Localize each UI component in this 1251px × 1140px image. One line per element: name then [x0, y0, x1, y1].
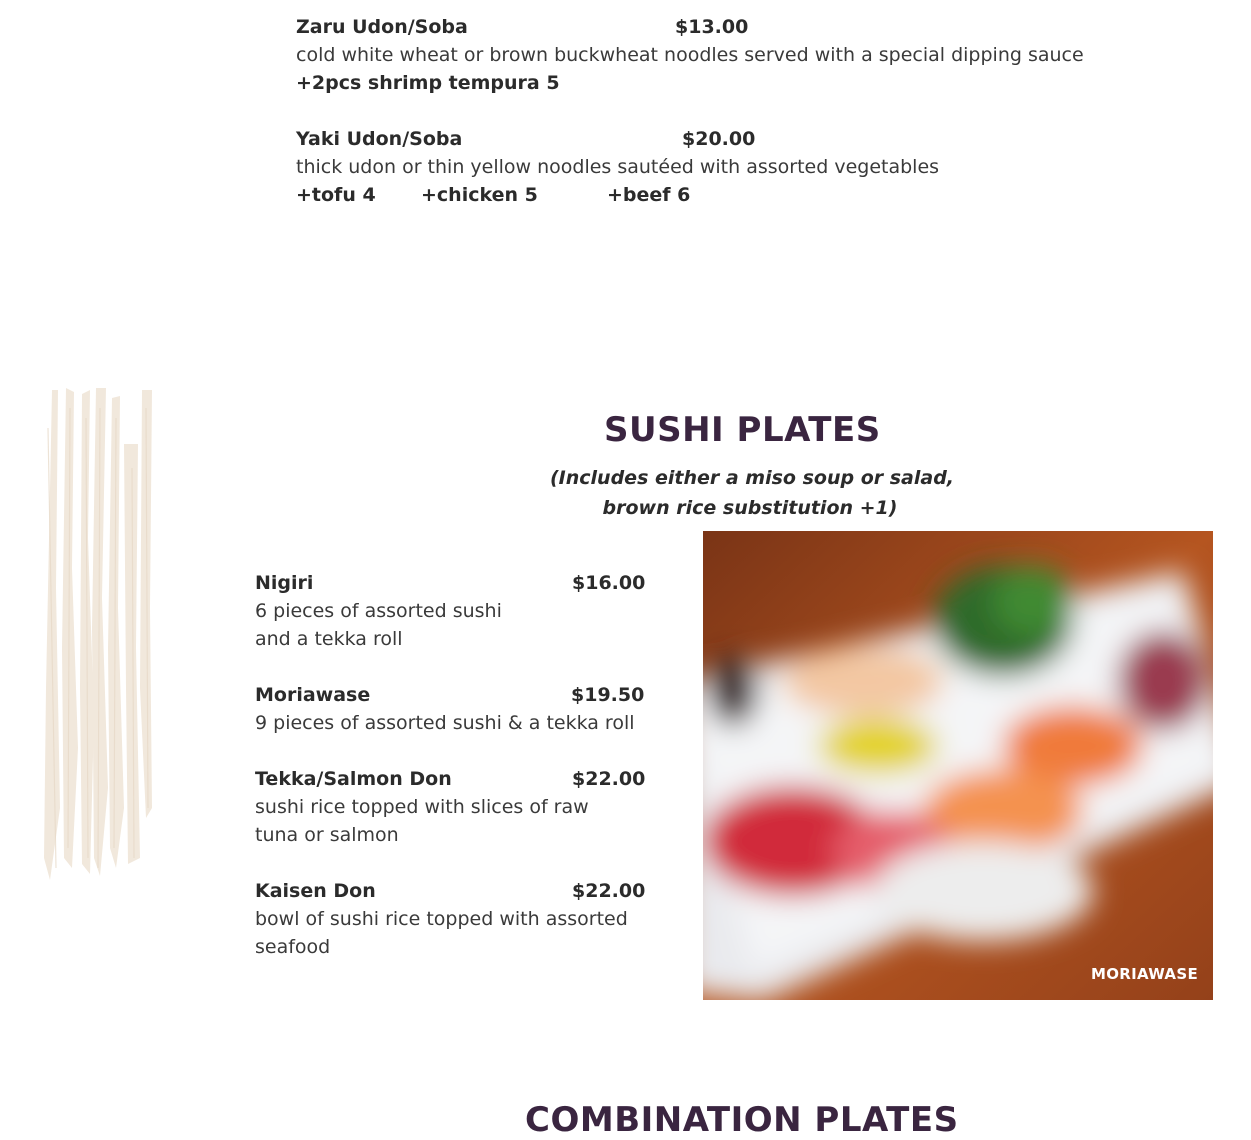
- section-title: SUSHI PLATES: [604, 410, 881, 450]
- item-name: Nigiri: [255, 572, 314, 594]
- item-description: thick udon or thin yellow noodles sautéed with assorted vegetables: [296, 156, 940, 178]
- item-description: seafood: [255, 936, 331, 958]
- item-description: sushi rice topped with slices of raw: [255, 796, 589, 818]
- item-description: 6 pieces of assorted sushi: [255, 600, 502, 622]
- item-name: Yaki Udon/Soba: [296, 128, 463, 150]
- sushi-plate-photo: [703, 531, 1213, 1000]
- section-subtitle: (Includes either a miso soup or salad,: [550, 467, 955, 489]
- item-addon: +tofu 4: [296, 184, 376, 206]
- item-name: Tekka/Salmon Don: [255, 768, 452, 790]
- item-price: $22.00: [572, 768, 646, 790]
- item-name: Moriawase: [255, 684, 371, 706]
- item-addon: +2pcs shrimp tempura 5: [296, 72, 560, 94]
- item-name: Zaru Udon/Soba: [296, 16, 468, 38]
- item-price: $19.50: [571, 684, 645, 706]
- brush-stroke-decoration: [38, 388, 156, 883]
- item-description: tuna or salmon: [255, 824, 399, 846]
- item-description: and a tekka roll: [255, 628, 403, 650]
- photo-caption: MORIAWASE: [1091, 965, 1198, 983]
- item-description: cold white wheat or brown buckwheat noodles served with a special dipping sauce: [296, 44, 1084, 66]
- item-price: $20.00: [682, 128, 756, 150]
- item-description: 9 pieces of assorted sushi & a tekka roll: [255, 712, 635, 734]
- item-price: $22.00: [572, 880, 646, 902]
- section-title: COMBINATION PLATES: [525, 1100, 959, 1140]
- photo-illustration: [703, 531, 1213, 1000]
- item-price: $13.00: [675, 16, 749, 38]
- item-price: $16.00: [572, 572, 646, 594]
- item-addon: +chicken 5: [421, 184, 538, 206]
- item-description: bowl of sushi rice topped with assorted: [255, 908, 628, 930]
- section-subtitle: brown rice substitution +1): [602, 497, 898, 519]
- item-name: Kaisen Don: [255, 880, 376, 902]
- item-addon: +beef 6: [607, 184, 691, 206]
